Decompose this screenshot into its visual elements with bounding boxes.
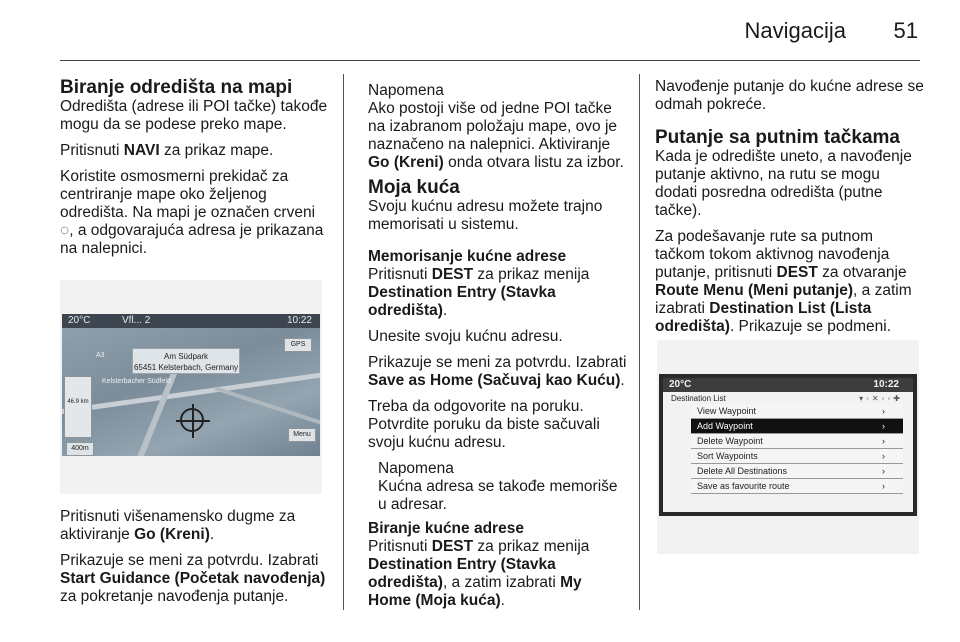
chevron-right-icon: › [882, 466, 885, 476]
chevron-right-icon: › [882, 406, 885, 416]
menu-item-label: Add Waypoint [697, 421, 753, 431]
paragraph: Kada je odredište uneto, a navođenje putanje aktivno, na rutu se mogu dodati posredna odredišta (putne tačke). [655, 148, 912, 219]
paragraph: Treba da odgovorite na poruku. Potvrdite poruku da biste sačuvali svoju kućnu adresu. [368, 398, 600, 451]
destination-list-screen [659, 374, 917, 516]
paragraph: Pritisnuti višenamensko dugme za aktiviranje Go (Kreni). [60, 508, 296, 543]
paragraph: Pritisnuti DEST za prikaz menija Destination Entry (Stavka odredišta), a zatim izabrati My Home (Moja kuća). [368, 538, 590, 609]
column-divider [343, 74, 344, 610]
destination-menu [691, 404, 903, 494]
chevron-right-icon: › [882, 451, 885, 461]
map-screenshot-figure [60, 280, 322, 494]
section-title: Navigacija [744, 18, 846, 43]
paragraph: Pritisnuti NAVI za prikaz mape. [60, 142, 274, 159]
chevron-right-icon: › [882, 481, 885, 491]
note [368, 460, 628, 514]
menu-item-label: Delete All Destinations [697, 466, 788, 476]
page-number: 51 [893, 18, 918, 43]
menu-item[interactable] [691, 434, 903, 449]
status-icons: ▾◦✕◦◦✚ [859, 394, 903, 403]
column-2 [368, 78, 628, 618]
crosshair-icon [180, 408, 204, 432]
menu-item-label: View Waypoint [697, 406, 757, 416]
chevron-right-icon: › [882, 421, 885, 431]
address-label: Am Südpark 65451 Kelsterbach, Germany [132, 348, 240, 374]
paragraph: Navođenje putanje do kućne adrese se odmah pokreće. [655, 78, 924, 113]
menu-item[interactable] [691, 404, 903, 419]
paragraph: Prikazuje se meni za potvrdu. Izabrati Save as Home (Sačuvaj kao Kuću). [368, 354, 627, 389]
note-text: Kućna adresa se takođe memoriše u adresar. [378, 478, 618, 513]
column-1-lower [60, 508, 330, 614]
subheading-select-home: Biranje kućne adrese [368, 520, 524, 537]
header-rule [60, 60, 920, 61]
menu-item-label: Delete Waypoint [697, 436, 763, 446]
paragraph: Unesite svoju kućnu adresu. [368, 328, 563, 345]
note [368, 82, 628, 172]
menu-item-label: Save as favourite route [697, 481, 790, 491]
column-3 [655, 78, 925, 344]
paragraph: Za podešavanje rute sa putnom tačkom tokom aktivnog navođenja putanje, pritisnuti DEST za otvaranje Route Menu (Meni putanje), a zatim izabrati Destination List (Lista odredišta). Prikazuje se podmeni. [655, 228, 912, 335]
speed-panel: 46.9 km [64, 376, 92, 438]
gps-indicator: GPS [284, 338, 312, 352]
note-title: Napomena [368, 82, 444, 99]
note-text: Ako postoji više od jedne POI tačke na izabranom položaju mape, ovo je naznačeno na nalepnici. Aktiviranje Go (Kreni) onda otvara listu za izbor. [368, 100, 624, 171]
column-1 [60, 78, 330, 266]
menu-item[interactable] [691, 449, 903, 464]
menu-item[interactable] [691, 479, 903, 494]
menu-item[interactable] [691, 464, 903, 479]
paragraph: Odredišta (adrese ili POI tačke) takođe mogu da se podese preko mape. [60, 98, 328, 133]
menu-item[interactable] [691, 419, 903, 434]
distance-indicator: 400m [66, 442, 94, 456]
status-bar: 20°C 10:22 [663, 378, 913, 392]
list-title: Destination List [671, 394, 726, 403]
column-divider [639, 74, 640, 610]
paragraph: Svoju kućnu adresu možete trajno memorisati u sistemu. [368, 198, 603, 233]
note-title: Napomena [378, 460, 454, 477]
place-label: Kelsterbacher Südfeld [102, 378, 171, 385]
heading-waypoints: Putanje sa putnim tačkama [655, 127, 900, 148]
subheading-save-home: Memorisanje kućne adrese [368, 248, 567, 265]
paragraph: Koristite osmosmerni prekidač za centriranje mape oko željenog odredišta. Na mapi je označen crveni ◌, a odgovarajuća adresa je prikazana na nalepnici. [60, 168, 324, 257]
road-label: A3 [96, 352, 105, 359]
status-bar: 20°C Vfl... 2 10:22 [62, 314, 320, 328]
map-screen [62, 314, 320, 456]
page-header [60, 14, 920, 54]
map-area [62, 328, 320, 456]
heading-my-home: Moja kuća [368, 177, 460, 198]
paragraph: Prikazuje se meni za potvrdu. Izabrati Start Guidance (Početak navođenja) za pokretanje navođenja putanje. [60, 552, 326, 605]
destination-list-figure [657, 340, 919, 554]
paragraph: Pritisnuti DEST za prikaz menija Destination Entry (Stavka odredišta). [368, 266, 590, 319]
heading-map-destination: Biranje odredišta na mapi [60, 77, 293, 98]
menu-button[interactable]: Menu [288, 428, 316, 442]
chevron-right-icon: › [882, 436, 885, 446]
menu-item-label: Sort Waypoints [697, 451, 758, 461]
